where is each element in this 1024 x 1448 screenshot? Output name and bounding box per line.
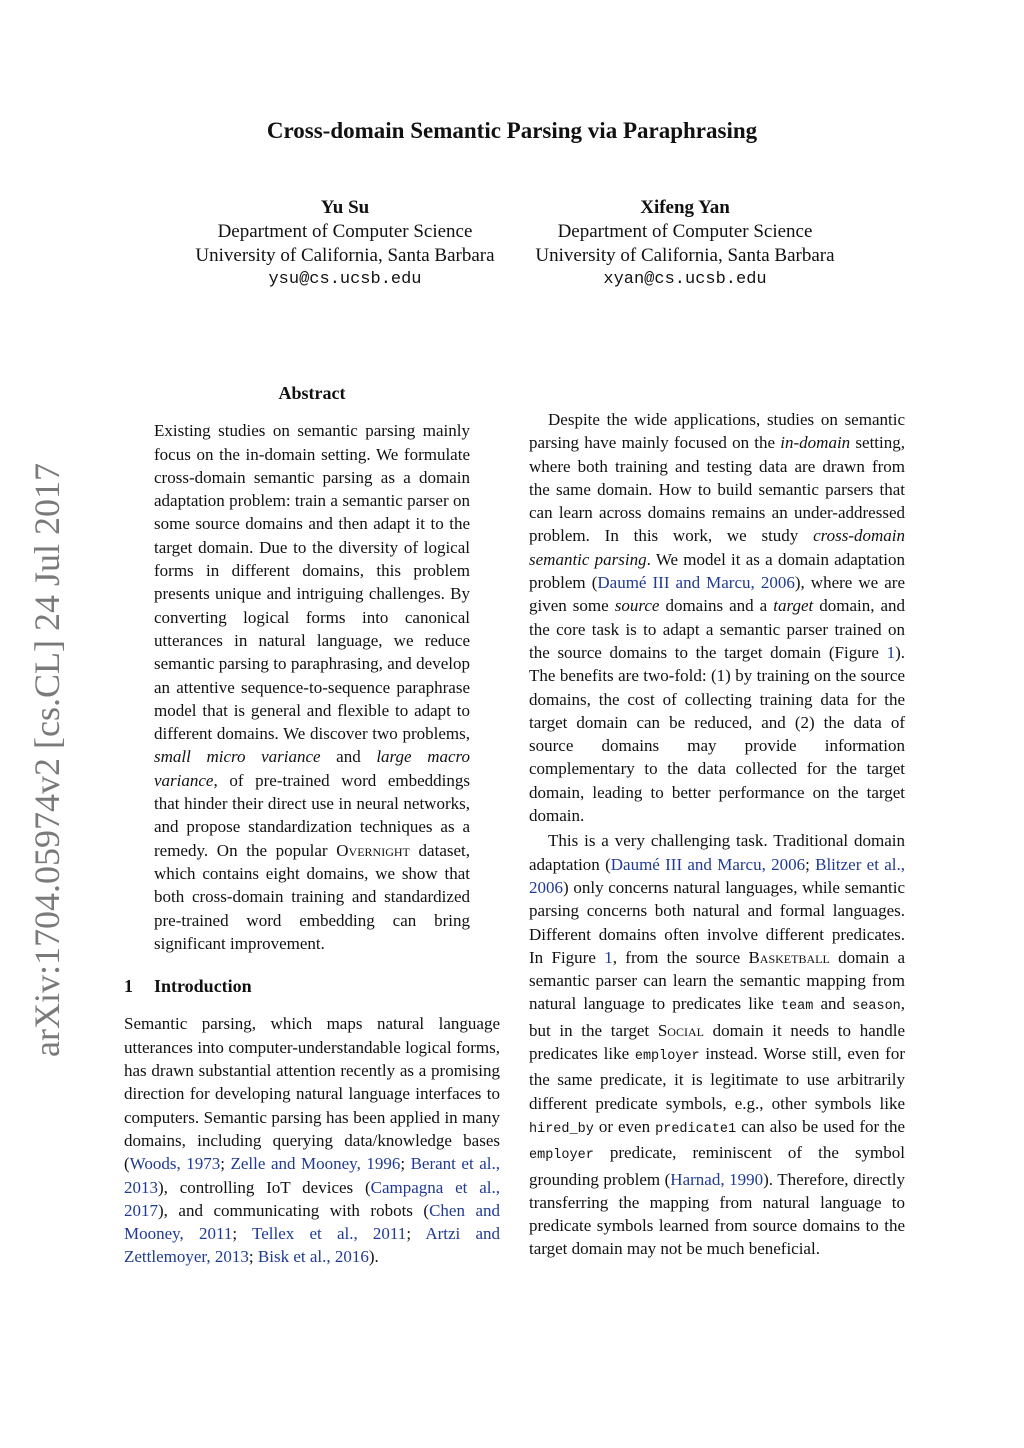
citation-link[interactable]: Campagna et al., 2017	[124, 1177, 500, 1220]
predicate-symbol: employer	[529, 1148, 594, 1164]
author-department: Department of Computer Science	[217, 221, 473, 242]
domain-name: Social	[657, 1020, 704, 1040]
author-name: Xifeng Yan	[640, 197, 730, 218]
predicate-symbol: predicate1	[655, 1121, 737, 1137]
author-email[interactable]: ysu@cs.ucsb.edu	[268, 270, 422, 289]
author-block-1	[175, 196, 515, 292]
predicate-symbol: hired_by	[529, 1121, 594, 1137]
right-column	[529, 382, 905, 1261]
intro-paragraph-1: Semantic parsing, which maps natural language utterances into computer-understandable logical forms, has drawn substantial attention recently as a promising direction for developing natural language interfaces to computers. Semantic parsing has been applied in many domains, including querying data/knowledge bases (Woods, 1973; Zelle and Mooney, 1996; Berant et al., 2013), controlling IoT devices (Campagna et al., 2017), and communicating with robots (Chen and Mooney, 2011; Tellex et al., 2011; Artzi and Zettlemoyer, 2013; Bisk et al., 2016).	[124, 1014, 501, 1267]
intro-paragraph-2: Despite the wide applications, studies on semantic parsing have mainly focused on the in-domain setting, where both training and testing data are drawn from the same domain. How to build semantic parsers that can learn across domains remains an under-addressed problem. In this work, we study cross-domain semantic parsing. We model it as a domain adaptation problem (Daumé III and Marcu, 2006), where we are given some source domains and a target domain, and the core task is to adapt a semantic parser trained on the source domains to the target domain (Figure 1). The benefits are two-fold: (1) by training on the source domains, the cost of collecting training data for the target domain can be reduced, and (2) the data of source domains may provide information complementary to the data collected for the target domain, leading to better performance on the target domain.	[529, 410, 906, 826]
domain-name: Basketball	[748, 947, 830, 967]
author-university: University of California, Santa Barbara	[535, 245, 835, 266]
citation-link[interactable]: Harnad, 1990	[670, 1169, 764, 1189]
citation-link[interactable]: Zelle and Mooney, 1996	[230, 1154, 401, 1174]
figure-reference-link[interactable]: 1	[604, 947, 613, 967]
citation-link[interactable]: Woods, 1973	[129, 1154, 221, 1174]
predicate-symbol: employer	[634, 1049, 700, 1065]
dataset-name: Overnight	[336, 840, 410, 860]
author-department: Department of Computer Science	[557, 221, 813, 242]
abstract-heading: Abstract	[278, 383, 346, 403]
citation-link[interactable]: Chen and Mooney, 2011	[124, 1200, 501, 1244]
author-university: University of California, Santa Barbara	[195, 245, 495, 266]
predicate-symbol: season	[852, 999, 901, 1015]
author-name: Yu Su	[320, 197, 370, 218]
author-block-2	[515, 196, 855, 292]
citation-link[interactable]: Berant et al., 2013	[124, 1154, 500, 1197]
intro-paragraph-3: This is a very challenging task. Traditional domain adaptation (Daumé III and Marcu, 2006; Blitzer et al., 2006) only concerns natural languages, while semantic parsing concerns both natural and formal languages. Different domains often involve different predicates. In Figure 1, from the source Basketball domain a semantic parser can learn the semantic mapping from natural language to predicates like team and season, but in the target Social domain it needs to handle predicates like employer instead. Worse still, even for the same predicate, it is legitimate to use arbitrarily different predicate symbols, e.g., other symbols like hired_by or even predicate1 can also be used for the employer predicate, reminiscent of the symbol grounding problem (Harnad, 1990). Therefore, directly transferring the mapping from natural language to predicate symbols learned from source domains to the target domain may not be much beneficial.	[529, 831, 906, 1259]
left-column	[124, 382, 500, 1269]
citation-link[interactable]: Artzi and Zettlemoyer, 2013	[124, 1224, 500, 1267]
citation-link[interactable]: Bisk et al., 2016	[257, 1247, 369, 1267]
citation-link[interactable]: Tellex et al., 2011	[252, 1224, 407, 1244]
figure-reference-link[interactable]: 1	[886, 642, 896, 662]
arxiv-identifier-stamp: arXiv:1704.05974v2 [cs.CL] 24 Jul 2017	[27, 463, 67, 1057]
citation-link[interactable]: Blitzer et al., 2006	[529, 854, 905, 897]
paper-title: Cross-domain Semantic Parsing via Paraphrasing	[266, 118, 758, 143]
section-heading-introduction: 1 Introduction	[124, 976, 252, 997]
author-email[interactable]: xyan@cs.ucsb.edu	[603, 270, 767, 289]
abstract-text: Existing studies on semantic parsing mainly focus on the in-domain setting. We formulate cross-domain semantic parsing as a domain adaptation problem: train a semantic parser on some source domains and then adapt it to the target domain. Due to the diversity of logical forms in different domains, this problem presents unique and intriguing challenges. By converting logical forms into canonical utterances in natural language, we reduce semantic parsing to paraphrasing, and develop an attentive sequence-to-sequence paraphrase model that is general and flexible to adapt to different domains. We discover two problems, small micro variance and large macro variance, of pre-trained word embeddings that hinder their direct use in neural networks, and propose standardization techniques as a remedy. On the popular Overnight dataset, which contains eight domains, we show that both cross-domain training and standardized pre-trained word embedding can bring significant improvement.	[154, 421, 470, 953]
predicate-symbol: team	[780, 999, 814, 1015]
citation-link[interactable]: Daumé III and Marcu, 2006	[610, 854, 806, 874]
citation-link[interactable]: Daumé III and Marcu, 2006	[597, 573, 795, 593]
